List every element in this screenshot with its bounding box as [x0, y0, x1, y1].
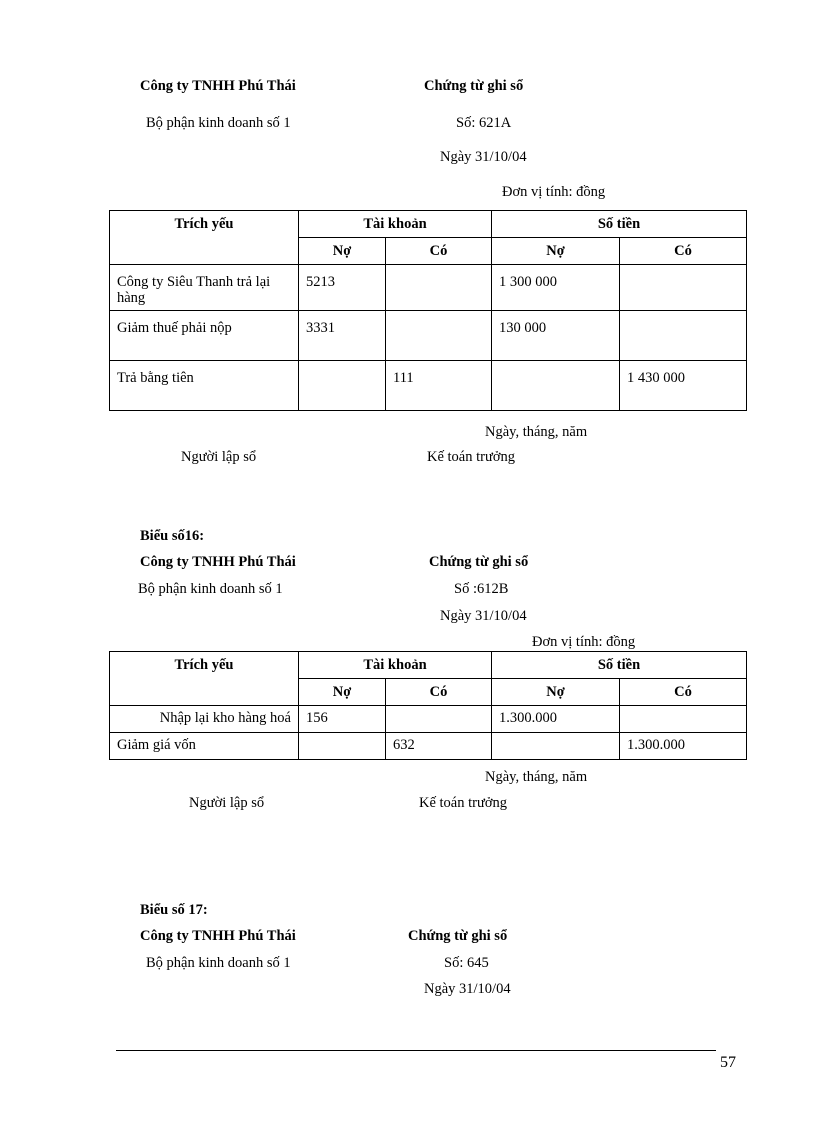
signature-date-line: Ngày, tháng, năm [485, 769, 588, 785]
preparer-label: Người lập sổ [189, 795, 265, 811]
header-account: Tài khoản [299, 211, 492, 238]
signature-date-line: Ngày, tháng, năm [485, 424, 588, 440]
header-account: Tài khoản [299, 652, 492, 679]
row-amount-debit: 130 000 [492, 311, 620, 361]
table-row [110, 706, 747, 733]
chief-accountant-label: Kế toán trưởng [427, 449, 516, 465]
company-name: Công ty TNHH Phú Thái [140, 928, 296, 944]
header-account-debit: Nợ [299, 679, 386, 706]
voucher-table [109, 210, 747, 411]
form-heading: Biểu số16: [140, 528, 205, 544]
page-number: 57 [720, 1054, 736, 1071]
voucher-date: Ngày 31/10/04 [440, 608, 527, 624]
voucher-number: Số: 621A [456, 115, 512, 131]
voucher-date: Ngày 31/10/04 [440, 149, 527, 165]
row-account-debit: 5213 [299, 265, 386, 311]
footer-rule [116, 1050, 716, 1051]
row-account-debit: 3331 [299, 311, 386, 361]
header-account-debit: Nợ [299, 238, 386, 265]
header-amount: Số tiền [492, 652, 747, 679]
row-account-credit: 632 [386, 733, 492, 760]
header-amount: Số tiền [492, 211, 747, 238]
header-account-credit: Có [386, 679, 492, 706]
header-amount-credit: Có [620, 679, 747, 706]
row-account-debit [299, 361, 386, 411]
row-account-credit [386, 311, 492, 361]
header-amount-credit: Có [620, 238, 747, 265]
department-name: Bộ phận kinh doanh số 1 [138, 581, 283, 597]
row-account-credit [386, 265, 492, 311]
document-title: Chứng từ ghi sổ [408, 928, 508, 944]
form-heading: Biểu số 17: [140, 902, 208, 918]
voucher-number: Số: 645 [444, 955, 489, 971]
row-description: Trả bằng tiên [110, 361, 299, 411]
row-description: Nhập lại kho hàng hoá [110, 706, 299, 733]
voucher-table [109, 651, 747, 760]
row-amount-credit: 1.300.000 [620, 733, 747, 760]
row-description: Giảm giá vốn [110, 733, 299, 760]
voucher-date: Ngày 31/10/04 [424, 981, 511, 997]
voucher-number: Số :612B [454, 581, 509, 597]
row-amount-debit [492, 361, 620, 411]
row-description: Giảm thuế phải nộp [110, 311, 299, 361]
row-account-credit: 111 [386, 361, 492, 411]
row-amount-debit: 1 300 000 [492, 265, 620, 311]
document-title: Chứng từ ghi sổ [429, 554, 529, 570]
row-amount-debit: 1.300.000 [492, 706, 620, 733]
row-account-debit [299, 733, 386, 760]
preparer-label: Người lập sổ [181, 449, 257, 465]
table-row [110, 361, 747, 411]
row-account-debit: 156 [299, 706, 386, 733]
header-account-credit: Có [386, 238, 492, 265]
company-name: Công ty TNHH Phú Thái [140, 78, 296, 94]
header-summary: Trích yếu [110, 211, 299, 265]
table-row [110, 265, 747, 311]
company-name: Công ty TNHH Phú Thái [140, 554, 296, 570]
row-description: Công ty Siêu Thanh trả lại hàng [110, 265, 299, 311]
row-amount-credit [620, 311, 747, 361]
department-name: Bộ phận kinh doanh số 1 [146, 115, 291, 131]
row-amount-debit [492, 733, 620, 760]
chief-accountant-label: Kế toán trưởng [419, 795, 508, 811]
row-amount-credit: 1 430 000 [620, 361, 747, 411]
row-account-credit [386, 706, 492, 733]
table-row [110, 311, 747, 361]
currency-unit: Đơn vị tính: đồng [532, 634, 636, 650]
row-amount-credit [620, 706, 747, 733]
header-amount-debit: Nợ [492, 238, 620, 265]
currency-unit: Đơn vị tính: đồng [502, 184, 606, 200]
department-name: Bộ phận kinh doanh số 1 [146, 955, 291, 971]
document-title: Chứng từ ghi sổ [424, 78, 524, 94]
header-amount-debit: Nợ [492, 679, 620, 706]
row-amount-credit [620, 265, 747, 311]
table-row [110, 733, 747, 760]
header-summary: Trích yếu [110, 652, 299, 706]
